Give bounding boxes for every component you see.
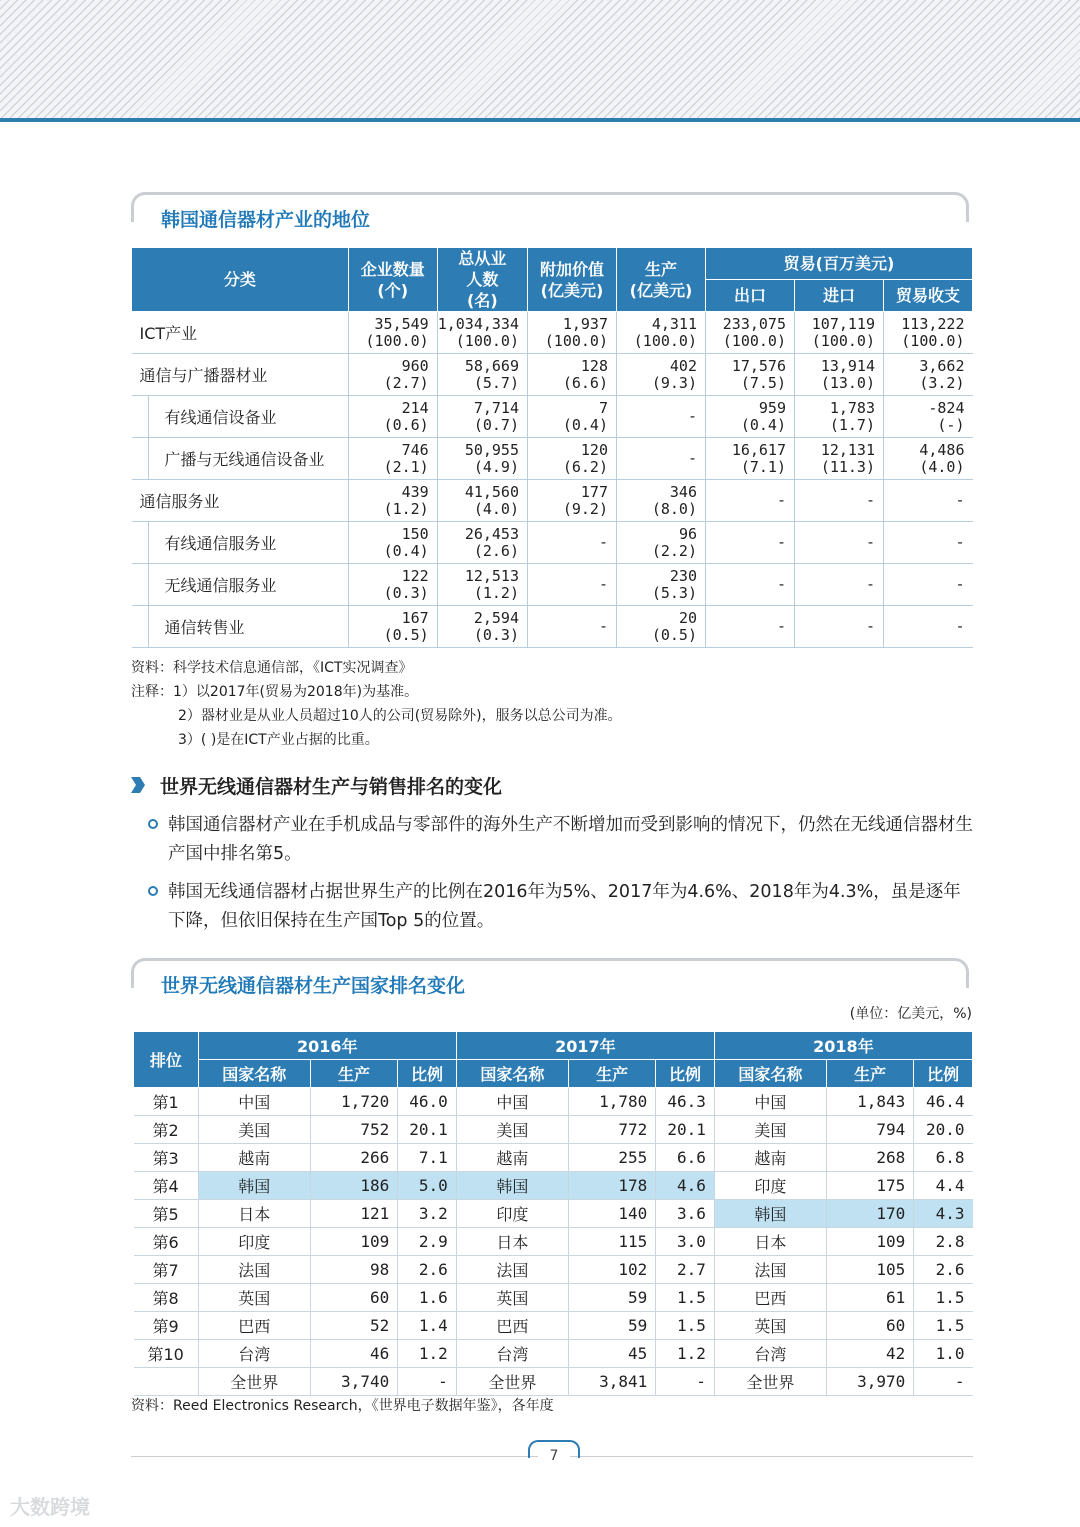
ict-status-table bbox=[131, 247, 973, 648]
table-row bbox=[132, 396, 973, 438]
production-cell: 266 bbox=[310, 1144, 397, 1172]
share-cell: 1.4 bbox=[398, 1312, 457, 1340]
share-cell: 7.1 bbox=[398, 1144, 457, 1172]
cell-value: 3,662 (3.2) bbox=[884, 354, 973, 396]
header-balance: 贸易收支 bbox=[884, 280, 973, 312]
cell-value: 1,937 (100.0) bbox=[528, 312, 617, 354]
cell-value: - bbox=[884, 522, 973, 564]
country-cell: 美国 bbox=[198, 1116, 310, 1144]
cell-value: 50,955 (4.9) bbox=[437, 438, 527, 480]
cell-value: 113,222 (100.0) bbox=[884, 312, 973, 354]
row-category: 通信服务业 bbox=[132, 480, 349, 522]
share-cell: 4.3 bbox=[914, 1200, 973, 1228]
cell-value: 7,714 (0.7) bbox=[437, 396, 527, 438]
production-cell: 1,720 bbox=[310, 1088, 397, 1116]
country-cell: 印度 bbox=[198, 1228, 310, 1256]
row-category: ICT产业 bbox=[132, 312, 349, 354]
row-category: 通信与广播器材业 bbox=[132, 354, 349, 396]
share-cell: 1.6 bbox=[398, 1284, 457, 1312]
cell-value: 402 (9.3) bbox=[617, 354, 706, 396]
cell-value: 177 (9.2) bbox=[528, 480, 617, 522]
header-import: 进口 bbox=[795, 280, 884, 312]
cell-value: 120 (6.2) bbox=[528, 438, 617, 480]
row-subcategory: 无线通信服务业 bbox=[148, 564, 348, 606]
cell-value: 1,783 (1.7) bbox=[795, 396, 884, 438]
share-cell: - bbox=[656, 1368, 715, 1396]
table-row bbox=[134, 1368, 973, 1396]
bullet-circle-icon bbox=[148, 819, 158, 829]
table-row bbox=[132, 522, 973, 564]
cell-value: 150 (0.4) bbox=[348, 522, 437, 564]
unit-label: (单位：亿美元，%) bbox=[849, 1006, 972, 1022]
table-row bbox=[134, 1256, 973, 1284]
rank-cell: 第5 bbox=[134, 1200, 199, 1228]
country-cell: 日本 bbox=[456, 1228, 568, 1256]
cell-value: - bbox=[706, 522, 795, 564]
share-cell: 1.5 bbox=[656, 1284, 715, 1312]
cell-value: 12,513 (1.2) bbox=[437, 564, 527, 606]
production-cell: 121 bbox=[310, 1200, 397, 1228]
table1-source: 资料：科学技术信息通信部，《ICT实况调查》 bbox=[131, 660, 413, 676]
production-cell: 46 bbox=[310, 1340, 397, 1368]
section1-title: 韩国通信器材产业的地位 bbox=[161, 209, 371, 231]
cell-value: 96 (2.2) bbox=[617, 522, 706, 564]
header-value-added: 附加价值 (亿美元) bbox=[528, 248, 617, 312]
cell-value: 1,034,334 (100.0) bbox=[437, 312, 527, 354]
cell-value: 2,594 (0.3) bbox=[437, 606, 527, 648]
row-subcategory: 通信转售业 bbox=[148, 606, 348, 648]
table-row bbox=[132, 438, 973, 480]
rank-cell: 第2 bbox=[134, 1116, 199, 1144]
country-cell: 巴西 bbox=[198, 1312, 310, 1340]
production-cell: 109 bbox=[826, 1228, 913, 1256]
production-cell: 42 bbox=[826, 1340, 913, 1368]
cell-value: 12,131 (11.3) bbox=[795, 438, 884, 480]
cell-value: 4,311 (100.0) bbox=[617, 312, 706, 354]
header-category: 分类 bbox=[132, 248, 349, 312]
rank-cell: 第9 bbox=[134, 1312, 199, 1340]
subheader-cell: 国家名称 bbox=[456, 1060, 568, 1088]
share-cell: 4.6 bbox=[656, 1172, 715, 1200]
country-cell: 巴西 bbox=[714, 1284, 826, 1312]
cell-value: - bbox=[617, 438, 706, 480]
row-indent bbox=[132, 606, 149, 648]
table-row bbox=[134, 1200, 973, 1228]
table-row bbox=[134, 1340, 973, 1368]
country-cell: 英国 bbox=[198, 1284, 310, 1312]
share-cell: 3.0 bbox=[656, 1228, 715, 1256]
row-indent bbox=[132, 396, 149, 438]
header-companies: 企业数量 (个) bbox=[348, 248, 437, 312]
header-year-2018: 2018年 bbox=[714, 1032, 972, 1060]
country-cell: 韩国 bbox=[198, 1172, 310, 1200]
share-cell: 5.0 bbox=[398, 1172, 457, 1200]
cell-value: - bbox=[706, 606, 795, 648]
share-cell: 4.4 bbox=[914, 1172, 973, 1200]
cell-value: - bbox=[706, 480, 795, 522]
country-cell: 中国 bbox=[714, 1088, 826, 1116]
share-cell: 6.6 bbox=[656, 1144, 715, 1172]
country-cell: 法国 bbox=[714, 1256, 826, 1284]
paragraph-2: 韩国无线通信器材占据世界生产的比例在2016年为5%、2017年为4.6%、2018年为4.3%，虽是逐年下降，但依旧保持在生产国Top 5的位置。 bbox=[168, 882, 961, 931]
row-subcategory: 广播与无线通信设备业 bbox=[148, 438, 348, 480]
rank-cell: 第8 bbox=[134, 1284, 199, 1312]
header-production: 生产 (亿美元) bbox=[617, 248, 706, 312]
cell-value: - bbox=[884, 480, 973, 522]
cell-value: 4,486 (4.0) bbox=[884, 438, 973, 480]
production-cell: 170 bbox=[826, 1200, 913, 1228]
subheader-cell: 国家名称 bbox=[198, 1060, 310, 1088]
cell-value: 107,119 (100.0) bbox=[795, 312, 884, 354]
country-cell: 全世界 bbox=[456, 1368, 568, 1396]
cell-value: 230 (5.3) bbox=[617, 564, 706, 606]
share-cell: 1.2 bbox=[656, 1340, 715, 1368]
country-cell: 印度 bbox=[714, 1172, 826, 1200]
production-cell: 105 bbox=[826, 1256, 913, 1284]
subheader-cell: 比例 bbox=[398, 1060, 457, 1088]
rank-cell: 第6 bbox=[134, 1228, 199, 1256]
country-cell: 全世界 bbox=[198, 1368, 310, 1396]
share-cell: 1.0 bbox=[914, 1340, 973, 1368]
row-indent bbox=[132, 564, 149, 606]
country-cell: 全世界 bbox=[714, 1368, 826, 1396]
share-cell: 3.2 bbox=[398, 1200, 457, 1228]
cell-value: - bbox=[617, 396, 706, 438]
cell-value: 41,560 (4.0) bbox=[437, 480, 527, 522]
table1-note-2: 2）器材业是从业人员超过10人的公司(贸易除外)，服务以总公司为准。 bbox=[178, 708, 622, 724]
watermark: 大数跨境 bbox=[10, 1495, 90, 1519]
share-cell: 1.2 bbox=[398, 1340, 457, 1368]
production-cell: 1,780 bbox=[568, 1088, 655, 1116]
cell-value: 122 (0.3) bbox=[348, 564, 437, 606]
subheader-cell: 生产 bbox=[826, 1060, 913, 1088]
production-cell: 3,970 bbox=[826, 1368, 913, 1396]
header-hatch-band bbox=[0, 0, 1080, 118]
table-row bbox=[134, 1144, 973, 1172]
table1-note-1: 注释：1）以2017年(贸易为2018年)为基准。 bbox=[131, 684, 419, 700]
share-cell: 1.5 bbox=[914, 1312, 973, 1340]
cell-value: -824 (-) bbox=[884, 396, 973, 438]
country-cell: 印度 bbox=[456, 1200, 568, 1228]
paragraph-1: 韩国通信器材产业在手机成品与零部件的海外生产不断增加而受到影响的情况下，仍然在无线通信器材生产国中排名第5。 bbox=[168, 815, 973, 864]
production-cell: 3,740 bbox=[310, 1368, 397, 1396]
production-cell: 109 bbox=[310, 1228, 397, 1256]
country-cell: 台湾 bbox=[198, 1340, 310, 1368]
production-cell: 98 bbox=[310, 1256, 397, 1284]
country-cell: 日本 bbox=[714, 1228, 826, 1256]
production-cell: 45 bbox=[568, 1340, 655, 1368]
cell-value: 128 (6.6) bbox=[528, 354, 617, 396]
ranking-table bbox=[133, 1031, 973, 1396]
row-subcategory: 有线通信设备业 bbox=[148, 396, 348, 438]
share-cell: 46.4 bbox=[914, 1088, 973, 1116]
table-row bbox=[134, 1228, 973, 1256]
row-indent bbox=[132, 438, 149, 480]
production-cell: 3,841 bbox=[568, 1368, 655, 1396]
cell-value: - bbox=[884, 564, 973, 606]
table-row bbox=[132, 564, 973, 606]
cell-value: - bbox=[528, 606, 617, 648]
cell-value: 214 (0.6) bbox=[348, 396, 437, 438]
production-cell: 59 bbox=[568, 1312, 655, 1340]
table1-note-3: 3）( )是在ICT产业占据的比重。 bbox=[178, 732, 379, 748]
page-number: 7 bbox=[538, 1448, 570, 1464]
bullet-circle-icon bbox=[148, 886, 158, 896]
country-cell: 越南 bbox=[714, 1144, 826, 1172]
share-cell: 6.8 bbox=[914, 1144, 973, 1172]
table-row bbox=[134, 1312, 973, 1340]
country-cell: 日本 bbox=[198, 1200, 310, 1228]
country-cell: 英国 bbox=[456, 1284, 568, 1312]
country-cell: 越南 bbox=[198, 1144, 310, 1172]
production-cell: 60 bbox=[310, 1284, 397, 1312]
cell-value: - bbox=[795, 564, 884, 606]
header-year-2016: 2016年 bbox=[198, 1032, 456, 1060]
rank-cell: 第10 bbox=[134, 1340, 199, 1368]
country-cell: 中国 bbox=[198, 1088, 310, 1116]
cell-value: 167 (0.5) bbox=[348, 606, 437, 648]
header-year-2017: 2017年 bbox=[456, 1032, 714, 1060]
production-cell: 59 bbox=[568, 1284, 655, 1312]
share-cell: 20.1 bbox=[656, 1116, 715, 1144]
production-cell: 140 bbox=[568, 1200, 655, 1228]
production-cell: 268 bbox=[826, 1144, 913, 1172]
table-row bbox=[132, 312, 973, 354]
table-row bbox=[134, 1116, 973, 1144]
cell-value: - bbox=[795, 480, 884, 522]
cell-value: 13,914 (13.0) bbox=[795, 354, 884, 396]
subheader-cell: 生产 bbox=[568, 1060, 655, 1088]
cell-value: 346 (8.0) bbox=[617, 480, 706, 522]
row-subcategory: 有线通信服务业 bbox=[148, 522, 348, 564]
cell-value: 439 (1.2) bbox=[348, 480, 437, 522]
rank-cell bbox=[134, 1368, 199, 1396]
country-cell: 法国 bbox=[456, 1256, 568, 1284]
country-cell: 英国 bbox=[714, 1312, 826, 1340]
cell-value: 35,549 (100.0) bbox=[348, 312, 437, 354]
rank-cell: 第7 bbox=[134, 1256, 199, 1284]
table-row bbox=[132, 354, 973, 396]
cell-value: 960 (2.7) bbox=[348, 354, 437, 396]
table-row bbox=[134, 1088, 973, 1116]
cell-value: 746 (2.1) bbox=[348, 438, 437, 480]
cell-value: - bbox=[795, 522, 884, 564]
share-cell: 1.5 bbox=[656, 1312, 715, 1340]
share-cell: 1.5 bbox=[914, 1284, 973, 1312]
heading-arrow-icon bbox=[131, 777, 145, 793]
share-cell: 20.1 bbox=[398, 1116, 457, 1144]
production-cell: 255 bbox=[568, 1144, 655, 1172]
country-cell: 台湾 bbox=[714, 1340, 826, 1368]
row-indent bbox=[132, 522, 149, 564]
cell-value: 233,075 (100.0) bbox=[706, 312, 795, 354]
share-cell: 46.0 bbox=[398, 1088, 457, 1116]
cell-value: - bbox=[528, 522, 617, 564]
cell-value: 26,453 (2.6) bbox=[437, 522, 527, 564]
subheader-cell: 比例 bbox=[656, 1060, 715, 1088]
header-rank: 排位 bbox=[134, 1032, 199, 1088]
section2-heading: 世界无线通信器材生产与销售排名的变化 bbox=[160, 776, 503, 798]
table2-source: 资料：Reed Electronics Research，《世界电子数据年鉴》，各年度 bbox=[131, 1398, 554, 1414]
header-rule bbox=[0, 118, 1080, 122]
header-employees: 总从业 人数 (名) bbox=[437, 248, 527, 312]
subheader-cell: 比例 bbox=[914, 1060, 973, 1088]
country-cell: 法国 bbox=[198, 1256, 310, 1284]
production-cell: 794 bbox=[826, 1116, 913, 1144]
production-cell: 1,843 bbox=[826, 1088, 913, 1116]
share-cell: - bbox=[914, 1368, 973, 1396]
production-cell: 102 bbox=[568, 1256, 655, 1284]
subheader-cell: 国家名称 bbox=[714, 1060, 826, 1088]
share-cell: 46.3 bbox=[656, 1088, 715, 1116]
share-cell: 2.9 bbox=[398, 1228, 457, 1256]
production-cell: 772 bbox=[568, 1116, 655, 1144]
table-row bbox=[134, 1172, 973, 1200]
production-cell: 186 bbox=[310, 1172, 397, 1200]
production-cell: 115 bbox=[568, 1228, 655, 1256]
cell-value: 17,576 (7.5) bbox=[706, 354, 795, 396]
cell-value: 16,617 (7.1) bbox=[706, 438, 795, 480]
share-cell: 2.7 bbox=[656, 1256, 715, 1284]
share-cell: - bbox=[398, 1368, 457, 1396]
country-cell: 美国 bbox=[714, 1116, 826, 1144]
cell-value: - bbox=[706, 564, 795, 606]
share-cell: 20.0 bbox=[914, 1116, 973, 1144]
production-cell: 178 bbox=[568, 1172, 655, 1200]
production-cell: 52 bbox=[310, 1312, 397, 1340]
share-cell: 2.6 bbox=[914, 1256, 973, 1284]
production-cell: 60 bbox=[826, 1312, 913, 1340]
rank-cell: 第3 bbox=[134, 1144, 199, 1172]
country-cell: 韩国 bbox=[456, 1172, 568, 1200]
production-cell: 61 bbox=[826, 1284, 913, 1312]
header-trade: 贸易(百万美元) bbox=[706, 248, 973, 280]
cell-value: 7 (0.4) bbox=[528, 396, 617, 438]
country-cell: 美国 bbox=[456, 1116, 568, 1144]
country-cell: 中国 bbox=[456, 1088, 568, 1116]
cell-value: 58,669 (5.7) bbox=[437, 354, 527, 396]
country-cell: 越南 bbox=[456, 1144, 568, 1172]
cell-value: - bbox=[884, 606, 973, 648]
cell-value: - bbox=[795, 606, 884, 648]
subheader-cell: 生产 bbox=[310, 1060, 397, 1088]
section3-title: 世界无线通信器材生产国家排名变化 bbox=[161, 975, 466, 997]
production-cell: 752 bbox=[310, 1116, 397, 1144]
cell-value: 959 (0.4) bbox=[706, 396, 795, 438]
cell-value: - bbox=[528, 564, 617, 606]
country-cell: 巴西 bbox=[456, 1312, 568, 1340]
country-cell: 韩国 bbox=[714, 1200, 826, 1228]
table-row bbox=[132, 606, 973, 648]
share-cell: 2.6 bbox=[398, 1256, 457, 1284]
share-cell: 2.8 bbox=[914, 1228, 973, 1256]
header-export: 出口 bbox=[706, 280, 795, 312]
rank-cell: 第1 bbox=[134, 1088, 199, 1116]
rank-cell: 第4 bbox=[134, 1172, 199, 1200]
production-cell: 175 bbox=[826, 1172, 913, 1200]
cell-value: 20 (0.5) bbox=[617, 606, 706, 648]
table-row bbox=[132, 480, 973, 522]
country-cell: 台湾 bbox=[456, 1340, 568, 1368]
table-row bbox=[134, 1284, 973, 1312]
share-cell: 3.6 bbox=[656, 1200, 715, 1228]
